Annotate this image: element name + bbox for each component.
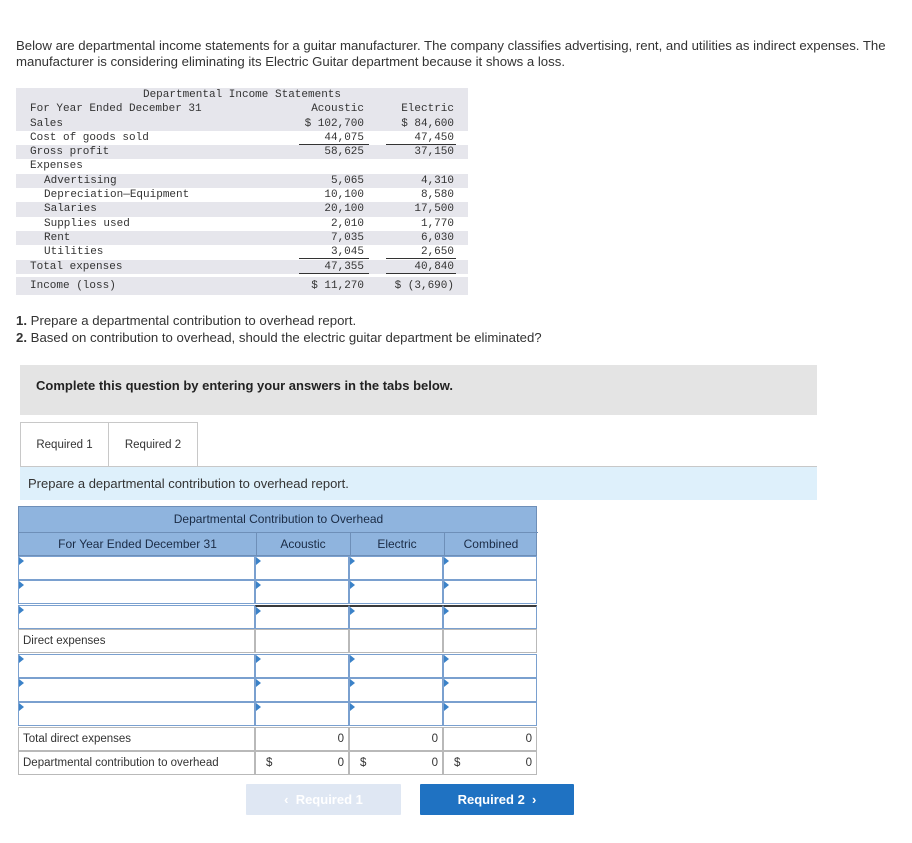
input-marker-icon <box>256 703 261 711</box>
questions <box>16 312 542 346</box>
empty-cell <box>255 629 349 653</box>
statement-acoustic-value: 2,010 <box>330 217 364 230</box>
col-acoustic: Acoustic <box>280 537 326 551</box>
statement-row-label: Utilities <box>44 246 104 259</box>
contribution-report-grid <box>18 506 537 775</box>
statement-acoustic-value: 3,045 <box>330 246 364 259</box>
report-input-row <box>18 678 537 702</box>
statement-row-label: Supplies used <box>44 217 130 230</box>
total-direct-electric: 0 <box>349 727 443 751</box>
statement-row-label: Advertising <box>44 174 117 187</box>
report-input-row <box>18 702 537 726</box>
combined-amount-input[interactable] <box>443 556 537 580</box>
acoustic-amount-input[interactable] <box>255 580 349 604</box>
problem-intro: Below are departmental income statements for a guitar manufacturer. The company classifies advertising, rent, and utilities as indirect expenses. The manufacturer is considering eliminating its Electric Guitar department because it shows a loss. <box>16 38 886 69</box>
electric-amount-input[interactable] <box>349 556 443 580</box>
chevron-left-icon: ‹ <box>284 792 289 807</box>
statement-col-electric: Electric <box>401 103 454 116</box>
contribution-acoustic: $ 0 <box>255 751 349 775</box>
statement-electric-value: 47,450 <box>414 131 454 144</box>
line-item-select[interactable] <box>18 580 255 604</box>
statement-acoustic-value: 58,625 <box>324 146 364 159</box>
electric-amount-input[interactable] <box>349 654 443 678</box>
input-marker-icon <box>19 581 24 589</box>
statement-electric-value: 6,030 <box>420 231 454 244</box>
currency-symbol: $ <box>360 757 367 770</box>
contribution-electric: $ 0 <box>349 751 443 775</box>
underline <box>299 273 369 274</box>
statement-electric-value: 2,650 <box>420 246 454 259</box>
statement-title-row <box>16 88 468 102</box>
empty-cell <box>349 629 443 653</box>
statement-electric-value: $ 84,600 <box>401 117 454 130</box>
combined-amount-input[interactable] <box>443 580 537 604</box>
acoustic-amount-input[interactable] <box>255 556 349 580</box>
instructions-banner: Complete this question by entering your answers in the tabs below. <box>20 365 817 415</box>
report-row <box>18 629 537 653</box>
report-input-row <box>18 556 537 580</box>
statement-acoustic-value: 10,100 <box>324 189 364 202</box>
statement-header-row <box>16 102 468 116</box>
statement-row-label: Depreciation—Equipment <box>44 189 190 202</box>
statement-col-acoustic: Acoustic <box>311 103 364 116</box>
report-input-row <box>18 580 537 604</box>
currency-symbol: $ <box>454 757 461 770</box>
currency-symbol: $ <box>266 757 273 770</box>
statement-acoustic-value: $ 102,700 <box>304 117 364 130</box>
combined-amount-input[interactable] <box>443 654 537 678</box>
report-input-row <box>18 605 537 629</box>
contribution-combined: $ 0 <box>443 751 537 775</box>
statement-title: Departmental Income Statements <box>142 89 342 101</box>
input-marker-icon <box>256 581 261 589</box>
statement-row <box>16 202 468 216</box>
statement-electric-value: 4,310 <box>420 174 454 187</box>
line-item-select[interactable] <box>18 556 255 580</box>
chevron-right-icon: › <box>532 792 537 807</box>
statement-row <box>16 217 468 231</box>
input-marker-icon <box>350 557 355 565</box>
empty-cell <box>443 629 537 653</box>
acoustic-amount-input[interactable] <box>255 654 349 678</box>
tab-required-2[interactable]: Required 2 <box>108 422 198 467</box>
input-marker-icon <box>444 557 449 565</box>
electric-amount-input[interactable] <box>349 678 443 702</box>
acoustic-amount-input[interactable] <box>255 702 349 726</box>
total-direct-combined: 0 <box>443 727 537 751</box>
statement-acoustic-value: 47,355 <box>324 260 364 273</box>
input-marker-icon <box>444 679 449 687</box>
input-marker-icon <box>444 607 449 615</box>
col-combined: Combined <box>463 537 519 551</box>
input-marker-icon <box>350 607 355 615</box>
statement-acoustic-value: 7,035 <box>330 231 364 244</box>
input-marker-icon <box>350 679 355 687</box>
statement-electric-value: 40,840 <box>414 260 454 273</box>
statement-row <box>16 231 468 245</box>
income-statement-table <box>16 88 468 295</box>
input-marker-icon <box>19 703 24 711</box>
electric-amount-input[interactable] <box>349 580 443 604</box>
report-input-row <box>18 654 537 678</box>
report-row <box>18 727 537 751</box>
line-item-select[interactable] <box>18 678 255 702</box>
statement-row <box>16 117 468 131</box>
electric-amount-input[interactable] <box>349 702 443 726</box>
input-marker-icon <box>444 655 449 663</box>
statement-electric-value: 17,500 <box>414 203 454 216</box>
electric-amount-input[interactable] <box>349 605 443 629</box>
col-electric: Electric <box>377 537 417 551</box>
input-marker-icon <box>19 606 24 614</box>
statement-acoustic-value: 20,100 <box>324 203 364 216</box>
input-marker-icon <box>256 557 261 565</box>
question-2: 2. Based on contribution to overhead, should the electric guitar department be eliminated? <box>16 330 542 345</box>
line-item-select[interactable] <box>18 654 255 678</box>
statement-electric-value: 8,580 <box>420 189 454 202</box>
statement-row <box>16 159 468 173</box>
combined-amount-input[interactable] <box>443 605 537 629</box>
line-item-select[interactable] <box>18 605 255 629</box>
statement-row-label: Income (loss) <box>30 279 116 292</box>
statement-row-label: Rent <box>44 231 71 244</box>
statement-electric-value: 37,150 <box>414 146 454 159</box>
statement-period: For Year Ended December 31 <box>30 103 202 116</box>
combined-amount-input[interactable] <box>443 702 537 726</box>
input-marker-icon <box>444 703 449 711</box>
input-marker-icon <box>444 581 449 589</box>
statement-row-label: Sales <box>30 117 64 130</box>
input-marker-icon <box>350 703 355 711</box>
combined-amount-input[interactable] <box>443 678 537 702</box>
input-marker-icon <box>19 655 24 663</box>
acoustic-amount-input[interactable] <box>255 678 349 702</box>
input-marker-icon <box>350 581 355 589</box>
next-required-2-button[interactable]: Required 2 › <box>420 784 574 815</box>
underline <box>386 273 456 274</box>
statement-row <box>16 131 468 145</box>
statement-row <box>16 245 468 259</box>
input-marker-icon <box>350 655 355 663</box>
input-marker-icon <box>19 557 24 565</box>
statement-acoustic-value: 5,065 <box>330 174 364 187</box>
col-period: For Year Ended December 31 <box>58 537 217 551</box>
report-title: Departmental Contribution to Overhead <box>173 512 384 526</box>
prev-required-1-button[interactable]: ‹ Required 1 <box>246 784 401 815</box>
statement-acoustic-value: $ 11,270 <box>311 279 364 292</box>
statement-acoustic-value: 44,075 <box>324 131 364 144</box>
question-1: 1. Prepare a departmental contribution to overhead report. <box>16 313 357 328</box>
report-header <box>18 506 537 556</box>
statement-row-label: Cost of goods sold <box>30 131 149 144</box>
input-marker-icon <box>256 679 261 687</box>
acoustic-amount-input[interactable] <box>255 605 349 629</box>
input-marker-icon <box>256 655 261 663</box>
total-direct-expenses-label: Total direct expenses <box>18 727 255 751</box>
tab-required-1[interactable]: Required 1 <box>20 422 109 467</box>
line-item-select[interactable] <box>18 702 255 726</box>
statement-row <box>16 260 468 274</box>
statement-row <box>16 188 468 202</box>
statement-row <box>16 145 468 159</box>
contribution-label: Departmental contribution to overhead <box>18 751 255 775</box>
statement-row-label: Salaries <box>44 203 97 216</box>
report-row <box>18 751 537 775</box>
statement-row-label: Gross profit <box>30 146 110 159</box>
task-instruction: Prepare a departmental contribution to overhead report. <box>20 467 817 500</box>
input-marker-icon <box>19 679 24 687</box>
statement-row-label: Expenses <box>30 160 83 173</box>
direct-expenses-label: Direct expenses <box>18 629 255 653</box>
statement-row <box>16 277 468 295</box>
statement-row-label: Total expenses <box>30 260 123 273</box>
statement-row <box>16 174 468 188</box>
total-direct-acoustic: 0 <box>255 727 349 751</box>
statement-electric-value: 1,770 <box>420 217 454 230</box>
input-marker-icon <box>256 607 261 615</box>
statement-electric-value: $ (3,690) <box>394 279 454 292</box>
